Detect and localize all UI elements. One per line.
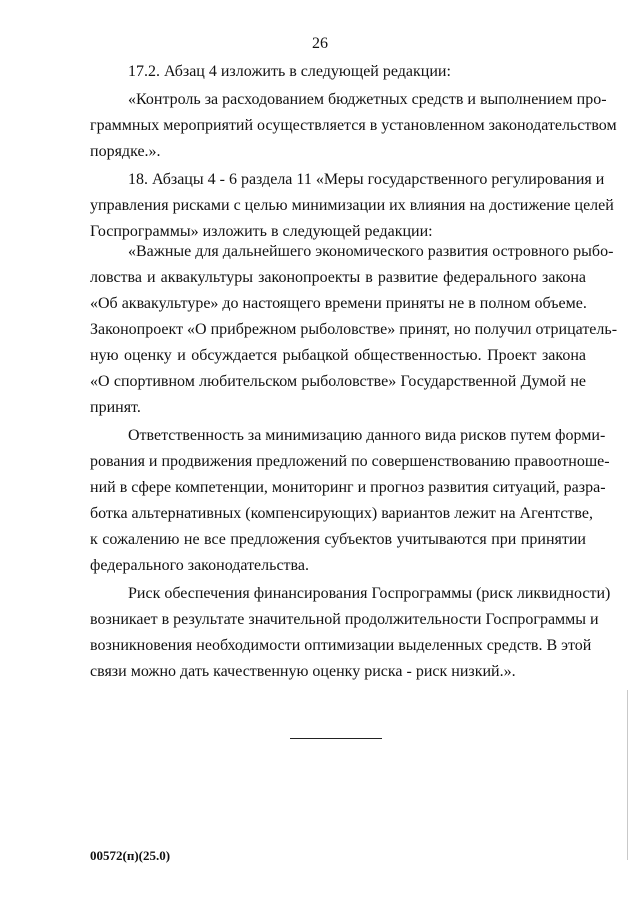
text-line: Риск обеспечения финансирования Госпрограммы (риск ликвидности) [128, 585, 611, 602]
text-line: возникает в результате значительной продолжительности Госпрограммы и [90, 611, 599, 628]
text-line: «О спортивном любительском рыболовстве» Государственной Думой не [90, 373, 586, 390]
document-code: 00572(п)(25.0) [90, 848, 171, 863]
text-line: федерального законодательства. [90, 557, 309, 574]
text-line: Законопроект «О прибрежном рыболовстве» принят, но получил отрицатель- [90, 321, 618, 338]
text-line: «Об аквакультуре» до настоящего времени приняты не в полном объеме. [90, 295, 587, 312]
text-line: ний в сфере компетенции, мониторинг и прогноз развития ситуаций, разра- [90, 479, 606, 496]
text-line: принят. [90, 399, 141, 416]
text-line: ную оценку и обсуждается рыбацкой общественностью. Проект закона [90, 347, 586, 364]
text-line: рования и продвижения предложений по совершенствованию правоотноше- [90, 453, 610, 470]
page-number: 26 [312, 35, 328, 52]
paragraph-17-2-heading: 17.2. Абзац 4 изложить в следующей редакции: [128, 63, 451, 80]
paragraph-18-heading: 18. Абзацы 4 - 6 раздела 11 «Меры государственного регулирования и [128, 171, 605, 188]
text-line: «Важные для дальнейшего экономического развития островного рыбо- [128, 243, 614, 260]
text-line: Ответственность за минимизацию данного вида рисков путем форми- [128, 427, 606, 444]
text-line: ловства и аквакультуры законопроекты в развитие федерального закона [90, 269, 586, 286]
text-line: Госпрограммы» изложить в следующей редакции: [90, 223, 433, 240]
text-line: порядке.». [90, 143, 161, 160]
text-line: граммных мероприятий осуществляется в установленном законодательством [90, 117, 617, 134]
text-line: «Контроль за расходованием бюджетных средств и выполнением про- [128, 91, 607, 108]
scan-edge-mark [627, 690, 628, 860]
end-separator-line [290, 738, 382, 739]
text-line: управления рисками с целью минимизации их влияния на достижение целей [90, 197, 614, 214]
text-line: ботка альтернативных (компенсирующих) вариантов лежит на Агентстве, [90, 505, 593, 522]
text-line: возникновения необходимости оптимизации выделенных средств. В этой [90, 637, 592, 654]
text-line: к сожалению не все предложения субъектов учитываются при принятии [90, 531, 586, 548]
text-line: связи можно дать качественную оценку риска - риск низкий.». [90, 663, 516, 680]
